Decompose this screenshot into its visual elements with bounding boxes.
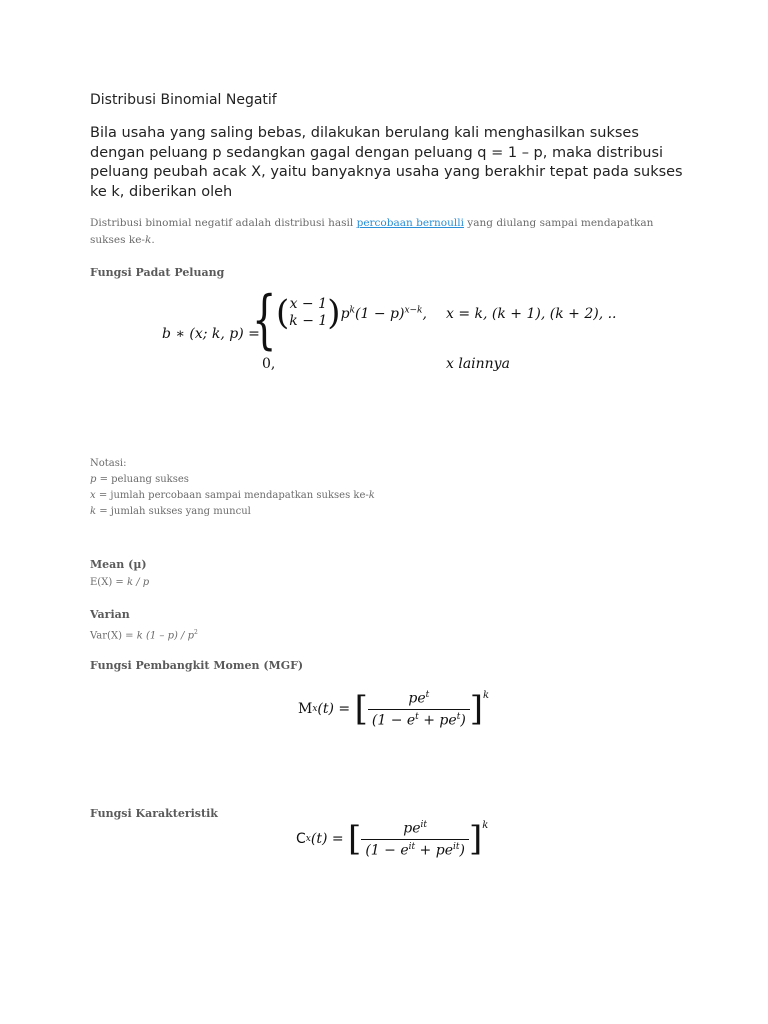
cf-outer-exp: k	[482, 820, 489, 831]
case1-comma: ,	[422, 306, 427, 323]
cf-arg: (t) =	[310, 831, 344, 848]
notation-desc: = peluang sukses	[96, 474, 189, 485]
cf-den: (1 − e	[365, 842, 409, 859]
definition-text-before: Distribusi binomial negatif adalah distribusi hasil	[90, 217, 357, 229]
mgf-arg: (t) =	[317, 701, 351, 718]
pdf-case1: ( x − 1 k − 1 )$p^k(1 - p)^{x-k}$,	[276, 292, 427, 333]
definition-end: .	[151, 234, 155, 246]
cf-den-exp1: it	[408, 841, 416, 852]
mean-heading: Mean (µ)	[90, 558, 147, 571]
mean-lhs: E(X) =	[90, 577, 127, 588]
definition-paragraph	[90, 215, 690, 249]
binom-bottom: k − 1	[289, 313, 328, 329]
variance-lhs: Var(X) =	[90, 630, 137, 642]
notation-var: k	[90, 506, 97, 517]
mgf-den-exp1: t	[415, 711, 419, 722]
cf-num-exp: it	[420, 820, 428, 830]
notation-item	[90, 472, 375, 488]
mgf-formula: Mx(t) = [ $\frac{pe^t}{(1 - e^t + pe^t)}$ ]$^k$	[298, 689, 490, 730]
mgf-outer-exp: k	[483, 690, 490, 701]
variance-exp: 2	[194, 629, 198, 636]
binom-top: x − 1	[289, 296, 327, 312]
left-brace: {	[252, 283, 277, 357]
cf-formula: Cx(t) = [ $\frac{pe^{it}}{(1 - e^{it} + pe^{it})}$ ]$^k$	[296, 819, 489, 860]
cf-den-end: )	[459, 842, 465, 859]
cf-den-mid: + pe	[415, 842, 453, 859]
mgf-sub: x	[312, 704, 318, 715]
notation-desc: = jumlah sukses yang muncul	[96, 506, 251, 517]
mgf-den: (1 − e	[371, 712, 416, 729]
cf-num: pe	[403, 820, 421, 837]
variance-rhs: k (1 – p) / p	[136, 630, 195, 642]
mgf-den-mid: + pe	[418, 712, 457, 729]
notation-desc: = jumlah percobaan sampai mendapatkan sukses ke-	[95, 490, 369, 501]
bernoulli-link[interactable]: percobaan bernoulli	[356, 217, 464, 229]
notation-var: p	[90, 474, 97, 485]
notation-item	[90, 488, 375, 504]
variance-formula	[90, 625, 198, 644]
definition-text-after: yang diulang sampai mendapatkan sukses ke-	[90, 217, 654, 246]
variance-heading: Varian	[90, 608, 130, 621]
mgf-num: pe	[408, 690, 426, 707]
intro-paragraph: Bila usaha yang saling bebas, dilakukan berulang kali menghasilkan sukses dengan peluang p sedangkan gagal dengan peluang q = 1 – p, maka distribusi peluang peubah acak X, yaitu banyaknya usaha yang berakhir tepat pada sukses ke k, diberikan oleh	[90, 125, 683, 200]
page-title: Distribusi Binomial Negatif	[90, 92, 277, 108]
notation-item	[90, 504, 375, 520]
pdf-lhs: b ∗ (x; k, p) =	[162, 326, 260, 342]
mgf-den-exp2: t	[456, 711, 461, 722]
notation-tail: k	[368, 490, 375, 501]
mgf-M: M	[298, 701, 313, 718]
case1-exp-xk: x−k	[404, 305, 423, 316]
pdf-case2: 0,	[262, 356, 276, 372]
definition-var: k	[144, 234, 152, 246]
notation-block	[90, 456, 375, 520]
case1-p: p	[340, 306, 350, 323]
cf-C: C	[296, 831, 306, 848]
pdf-case1-condition: x = k, (k + 1), (k + 2), ..	[446, 306, 617, 322]
mean-rhs: k / p	[126, 577, 150, 588]
pdf-case2-condition: x lainnya	[446, 356, 510, 372]
mgf-num-exp: t	[425, 690, 430, 700]
pdf-heading: Fungsi Padat Peluang	[90, 266, 225, 279]
notation-var: x	[90, 490, 96, 501]
case1-exp-k: k	[349, 305, 355, 316]
mean-formula	[90, 575, 149, 591]
mgf-heading: Fungsi Pembangkit Momen (MGF)	[90, 659, 304, 672]
notation-label: Notasi:	[90, 458, 127, 469]
cf-sub: x	[305, 834, 311, 845]
case1-mid: (1 − p)	[355, 306, 405, 323]
cf-den-exp2: it	[453, 841, 460, 852]
cf-heading: Fungsi Karakteristik	[90, 807, 218, 820]
mgf-den-end: )	[460, 712, 466, 729]
